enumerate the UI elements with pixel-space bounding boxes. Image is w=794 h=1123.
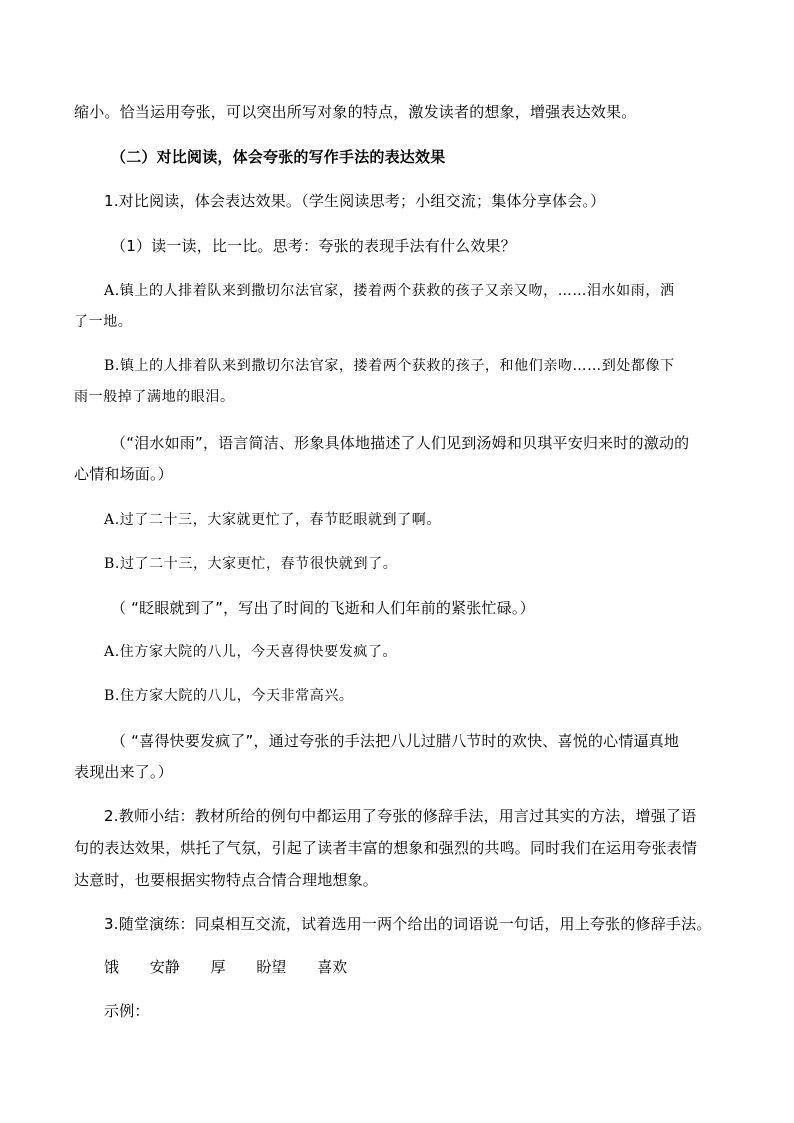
sub-item-1-text: （1）读一读，比一比。思考：夸张的表现手法有什么效果？ (111, 237, 516, 255)
note-1-line-2: 心情和场面。） (74, 465, 173, 483)
note-3-line-2: 表现出来了。） (74, 763, 173, 781)
item-1-text: 1.对比阅读，体会表达效果。（学生阅读思考；小组交流；集体分享体会。） (104, 192, 606, 210)
example-1b-line-1: B.镇上的人排着队来到撒切尔法官家，搂着两个获救的孩子，和他们亲吻……到处都像下 (104, 358, 675, 374)
section-heading: （二）对比阅读，体会夸张的写作手法的表达效果 (111, 148, 446, 166)
example-1b-line-2: 雨一般掉了满地的眼泪。 (74, 389, 235, 405)
item-2-line-1: 2.教师小结：教材所给的例句中都运用了夸张的修辞手法，用言过其实的方法，增强了语 (104, 807, 697, 825)
item-2-line-3: 达意时，也要根据实物特点合情合理地想象。 (74, 871, 379, 889)
item-3-text: 3.随堂演练：同桌相互交流，试着选用一两个给出的词语说一句话，用上夸张的修辞手法。 (104, 915, 712, 933)
note-2: （ “眨眼就到了”，写出了时间的飞逝和人们年前的紧张忙碌。） (111, 599, 535, 617)
example-1a-line-2: 了一地。 (74, 314, 133, 330)
example-3a: A.住方家大院的八儿，今天喜得快要发疯了。 (104, 644, 398, 660)
paragraph-intro-continued: 缩小。恰当运用夸张，可以突出所写对象的特点，激发读者的想象，增强表达效果。 (74, 103, 637, 121)
example-2a: A.过了二十三，大家就更忙了，春节眨眼就到了啊。 (104, 512, 441, 528)
word-item: 盼望 (256, 958, 287, 976)
example-1a-line-1: A.镇上的人排着队来到撒切尔法官家，搂着两个获救的孩子又亲又吻，……泪水如雨，洒 (104, 283, 675, 299)
word-item: 喜欢 (317, 958, 348, 976)
note-1-line-1: （“泪水如雨”，语言简洁、形象具体地描述了人们见到汤姆和贝琪平安归来时的激动的 (111, 434, 690, 452)
example-label: 示例： (104, 1002, 150, 1020)
item-2-line-2: 句的表达效果，烘托了气氛，引起了读者丰富的想象和强烈的共鸣。同时我们在运用夸张表情 (74, 839, 698, 857)
example-3b: B.住方家大院的八儿，今天非常高兴。 (104, 688, 354, 704)
word-item: 安静 (149, 958, 180, 976)
word-item: 饿 (104, 958, 120, 976)
note-3-line-1: （ “喜得快要发疯了”，通过夸张的手法把八儿过腊八节时的欢快、喜悦的心情逼真地 (111, 732, 680, 750)
word-list (104, 957, 373, 977)
word-item: 厚 (210, 958, 226, 976)
example-2b: B.过了二十三，大家更忙，春节很快就到了。 (104, 556, 398, 572)
